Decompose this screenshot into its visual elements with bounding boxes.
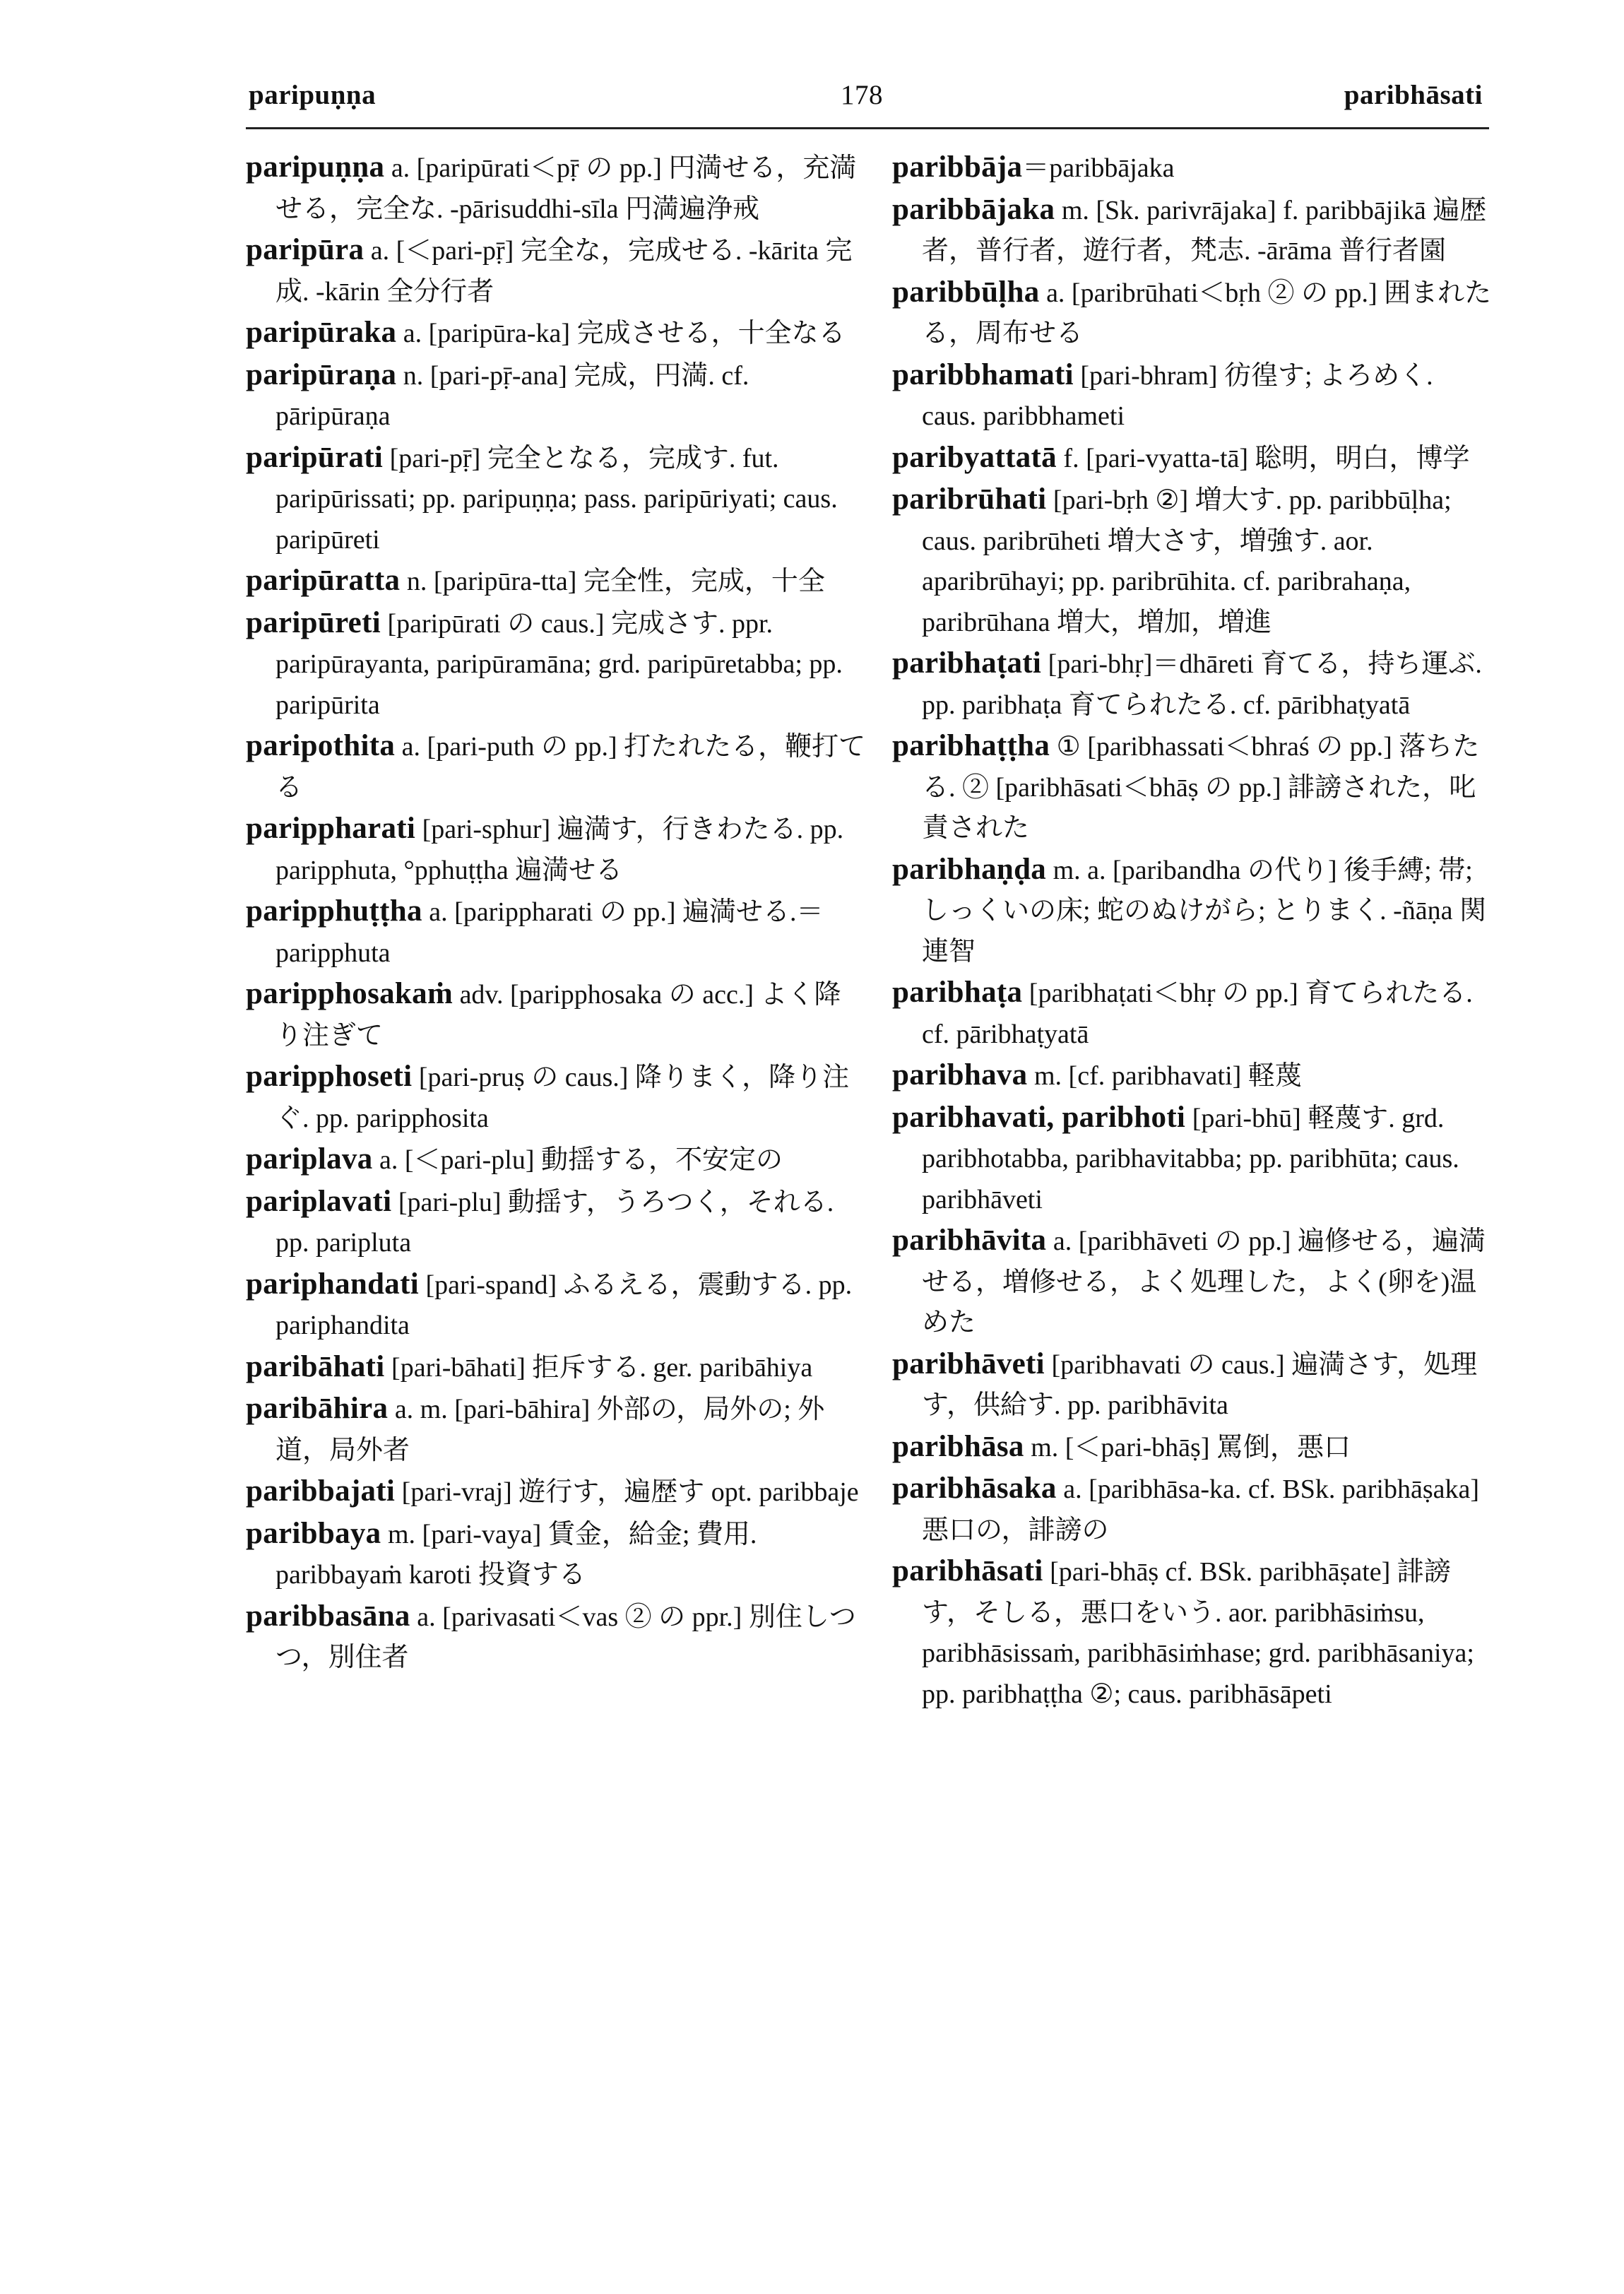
dictionary-entry: [246, 1513, 867, 1596]
entry-headword: paribhāsa: [892, 1429, 1024, 1463]
entry-definition: a. [＜pari-pṝ] 完全な，完成せる. -kārita 完成. -kārin 全分行者: [275, 236, 853, 307]
dictionary-entry: [246, 1139, 867, 1181]
entry-definition: ① [paribhassati＜bhraś の pp.] 落ちたる. ② [paribhāsati＜bhāṣ の pp.] 誹謗された，叱責された: [922, 732, 1480, 843]
dictionary-entry: [246, 1056, 867, 1139]
page-number: 178: [841, 80, 883, 110]
entry-headword: paribhavati, paribhoti: [892, 1100, 1186, 1134]
entry-definition: [pari-bhṛ]＝dhāreti 育てる，持ち運ぶ. pp. paribhaṭa 育てられたる. cf. pāribhaṭyatā: [922, 649, 1482, 720]
dictionary-entry: [246, 355, 867, 437]
entry-definition: [pari-bṛh ②] 増大す. pp. paribbūḷha; caus. paribrūheti 増大さす，増強す. aor. aparibrūhayi; pp. paribrūhita. cf. paribrahaṇa, paribrūhana 増大，増加，増進: [922, 485, 1452, 637]
running-head-right: paribhāsati: [1344, 80, 1483, 110]
entry-definition: f. [pari-vyatta-tā] 聡明，明白，博学: [1056, 443, 1470, 473]
dictionary-entry: [246, 560, 867, 603]
entry-headword: pariplava: [246, 1142, 373, 1176]
dictionary-entry: [892, 147, 1493, 189]
entry-headword: paripūra: [246, 233, 364, 266]
dictionary-entry: [246, 312, 867, 355]
entry-definition: [pari-vraj] 遊行す，遍歴す opt. paribbaje: [395, 1477, 859, 1507]
entry-definition: a. [paribhāsa-ka. cf. BSk. paribhāṣaka] 悪口の，誹謗の: [922, 1474, 1479, 1545]
entry-definition: [pari-bhū] 軽蔑す. grd. paribhotabba, paribhavitabba; pp. paribhūta; caus. paribhāveti: [922, 1103, 1459, 1214]
entry-definition: [pari-spand] ふるえる，震動する. pp. pariphandita: [275, 1270, 853, 1340]
entry-definition: [pari-bāhati] 拒斥する. ger. paribāhiya: [384, 1352, 813, 1383]
dictionary-entry: [892, 272, 1493, 355]
dictionary-entry: [246, 891, 867, 974]
entry-headword: paripūratta: [246, 564, 401, 597]
entry-definition: a. [paribhāveti の pp.] 遍修せる，遍満せる，増修せる，よく処理した，よく(卵を)温めた: [922, 1226, 1486, 1337]
entry-definition: [pari-pṝ] 完全となる，完成す. fut. paripūrissati; pp. paripuṇṇa; pass. paripūriyati; caus. paripūreti: [275, 443, 838, 555]
entry-headword: paribbaya: [246, 1516, 381, 1550]
dictionary-entry: [246, 726, 867, 808]
dictionary-entry: [246, 974, 867, 1056]
entry-headword: paripphuṭṭha: [246, 894, 422, 928]
entry-headword: paripūraṇa: [246, 357, 397, 391]
entry-headword: paribbhamati: [892, 357, 1074, 391]
entry-headword: parippharati: [246, 812, 416, 845]
entry-headword: paripūraka: [246, 316, 397, 349]
dictionary-entry: [892, 1220, 1493, 1344]
dictionary-entry: [892, 1426, 1493, 1469]
entry-headword: paribāhira: [246, 1392, 389, 1425]
dictionary-entry: [892, 189, 1493, 272]
entry-definition: a. m. [pari-bāhira] 外部の，局外の; 外道，局外者: [275, 1395, 825, 1465]
dictionary-entry: [892, 1551, 1493, 1715]
entry-definition: m. [cf. paribhavati] 軽蔑: [1027, 1061, 1302, 1091]
entry-definition: [paripūrati の caus.] 完成さす. ppr. paripūrayanta, paripūramāna; grd. paripūretabba; pp. paripūrita: [275, 608, 843, 720]
entry-headword: paribbajati: [246, 1474, 396, 1508]
entry-definition: [paribhavati の caus.] 遍満さす，処理す，供給す. pp. paribhāvita: [922, 1349, 1478, 1420]
dictionary-entry: [892, 355, 1493, 437]
entry-definition: ＝paribbājaka: [1022, 153, 1175, 183]
entry-definition: a. [paripūrati＜pṝ の pp.] 円満せる，充満せる，完全な. -pārisuddhi-sīla 円満遍浄戒: [275, 153, 857, 224]
dictionary-entry: [892, 1055, 1493, 1097]
entry-headword: paripphoseti: [246, 1060, 413, 1093]
entry-headword: paribbasāna: [246, 1599, 410, 1633]
dictionary-entry: [246, 808, 867, 891]
entry-headword: paribbūḷha: [892, 275, 1040, 309]
entry-definition: [pari-bhram] 彷徨す; よろめく. caus. paribbhameti: [922, 360, 1433, 431]
entry-headword: paribhava: [892, 1058, 1028, 1092]
dictionary-entry: [246, 1347, 867, 1389]
dictionary-entry: [246, 1388, 867, 1471]
entry-headword: paribhaṭati: [892, 646, 1042, 680]
dictionary-entry: [246, 603, 867, 726]
left-column: [246, 147, 867, 1679]
entry-headword: paribhaṭa: [892, 976, 1023, 1009]
entry-headword: paripphosakaṁ: [246, 977, 454, 1010]
entry-headword: pariphandati: [246, 1267, 419, 1301]
entry-headword: paribāhati: [246, 1349, 385, 1383]
dictionary-entry: [246, 1264, 867, 1347]
entry-headword: paribhāsaka: [892, 1472, 1057, 1505]
entry-definition: a. [parippharati の pp.] 遍満せる.＝paripphuta: [275, 897, 824, 968]
entry-definition: n. [paripūra-tta] 完全性，完成，十全: [400, 567, 825, 596]
entry-definition: a. [parivasati＜vas ② の ppr.] 別住しつつ，別住者: [275, 1602, 856, 1672]
entry-headword: paribhaṭṭha: [892, 729, 1050, 762]
entry-definition: [paribhaṭati＜bhṛ の pp.] 育てられたる. cf. pāribhaṭyatā: [922, 979, 1473, 1049]
entry-headword: paribyattatā: [892, 440, 1057, 474]
dictionary-entry: [892, 849, 1493, 973]
entry-headword: paripuṇṇa: [246, 150, 385, 184]
entry-headword: paripūrati: [246, 440, 384, 474]
entry-headword: paribbājaka: [892, 192, 1055, 226]
entry-definition: a. [paripūra-ka] 完成させる，十全なる: [396, 319, 846, 348]
header-rule: [246, 127, 1489, 129]
entry-headword: paribhaṇḍa: [892, 852, 1047, 886]
entry-headword: paribrūhati: [892, 483, 1047, 516]
dictionary-entry: [892, 1097, 1493, 1221]
dictionary-entry: [246, 1181, 867, 1264]
dictionary-entry: [892, 726, 1493, 849]
entry-headword: paripothita: [246, 729, 396, 762]
dictionary-entry: [246, 437, 867, 561]
right-column: [892, 147, 1493, 1715]
entry-definition: m. a. [paribandha の代り] 後手縛; 帯; しっくいの床; 蛇のぬけがら; とりまく. -ñāṇa 関連智: [922, 855, 1487, 966]
entry-definition: adv. [paripphosaka の acc.] よく降り注ぎて: [275, 980, 841, 1051]
entry-definition: m. [Sk. parivrājaka] f. paribbājikā 遍歴者，普行者，遊行者，梵志. -ārāma 普行者園: [922, 195, 1487, 266]
dictionary-entry: [246, 230, 867, 312]
dictionary-entry: [246, 147, 867, 230]
entry-definition: m. [pari-vaya] 賃金，給金; 費用. paribbayaṁ karoti 投資する: [275, 1519, 757, 1590]
entry-headword: pariplavati: [246, 1184, 392, 1218]
entry-definition: [pari-pruṣ の caus.] 降りまく，降り注ぐ. pp. paripphosita: [275, 1063, 850, 1133]
dictionary-entry: [892, 437, 1493, 480]
entry-headword: paribhāsati: [892, 1554, 1043, 1588]
dictionary-entry: [892, 1344, 1493, 1426]
dictionary-entry: [246, 1596, 867, 1679]
entry-headword: paribhāveti: [892, 1347, 1045, 1380]
running-head-left: paripuṇṇa: [249, 80, 377, 110]
entry-headword: paripūreti: [246, 605, 381, 639]
entry-headword: paribbāja: [892, 150, 1023, 184]
dictionary-entry: [892, 643, 1493, 726]
dictionary-entry: [892, 972, 1493, 1055]
dictionary-entry: [246, 1471, 867, 1513]
entry-definition: a. [paribrūhati＜bṛh ② の pp.] 囲まれたる，周布せる: [922, 278, 1492, 348]
entry-definition: m. [＜pari-bhāṣ] 罵倒，悪口: [1024, 1432, 1351, 1462]
entry-headword: paribhāvita: [892, 1224, 1047, 1257]
entry-definition: [pari-bhāṣ cf. BSk. paribhāṣate] 誹謗す，そしる，悪口をいう. aor. paribhāsiṁsu, paribhāsissaṁ, paribhāsiṁhase; grd. paribhāsaniya; pp. paribhaṭṭha ②; caus. paribhāsāpeti: [922, 1557, 1474, 1709]
entry-definition: n. [pari-pṝ-ana] 完成，円満. cf. pāripūraṇa: [275, 360, 749, 431]
dictionary-entry: [892, 1468, 1493, 1551]
entry-definition: a. [＜pari-plu] 動揺する，不安定の: [372, 1145, 783, 1175]
entry-definition: a. [pari-puth の pp.] 打たれたる，鞭打てる: [275, 732, 866, 803]
entry-definition: [pari-sphur] 遍満す，行きわたる. pp. paripphuta, °pphuṭṭha 遍満せる: [275, 815, 844, 885]
dictionary-entry: [892, 479, 1493, 643]
entry-definition: [pari-plu] 動揺す，うろつく，それる. pp. paripluta: [275, 1187, 834, 1258]
